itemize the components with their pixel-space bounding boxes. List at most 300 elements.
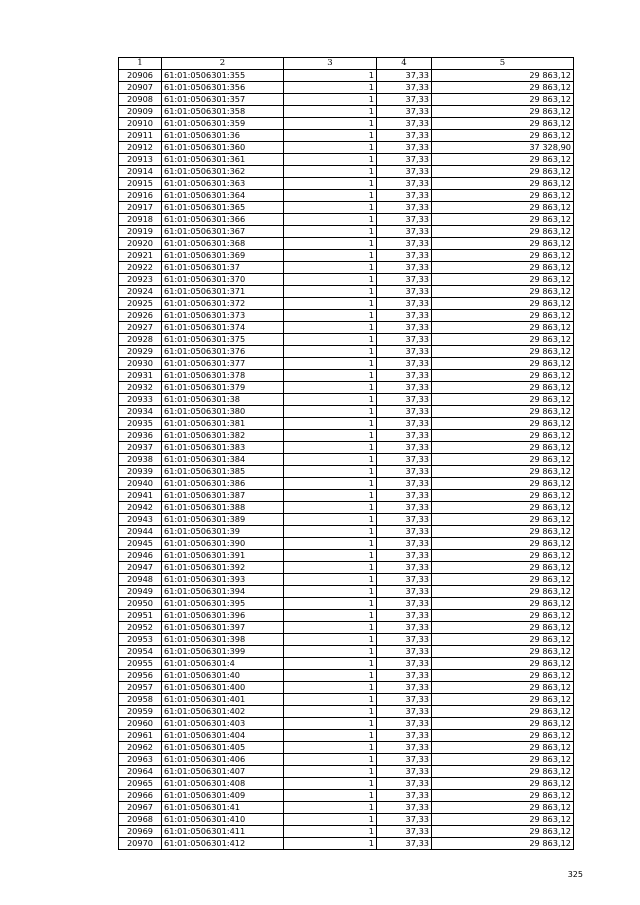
row-number-cell: 20955 bbox=[119, 658, 162, 670]
page-number: 325 bbox=[567, 870, 583, 879]
cadastral-number-cell: 61:01:0506301:373 bbox=[162, 310, 284, 322]
row-number-cell: 20916 bbox=[119, 190, 162, 202]
count-cell: 1 bbox=[284, 478, 377, 490]
row-number-cell: 20910 bbox=[119, 118, 162, 130]
rate-cell: 37,33 bbox=[377, 694, 432, 706]
rate-cell: 37,33 bbox=[377, 346, 432, 358]
table-row bbox=[119, 790, 574, 802]
cadastral-number-cell: 61:01:0506301:355 bbox=[162, 70, 284, 82]
table-row bbox=[119, 298, 574, 310]
row-number-cell: 20933 bbox=[119, 394, 162, 406]
table-row bbox=[119, 370, 574, 382]
value-cell: 29 863,12 bbox=[432, 802, 574, 814]
table-row bbox=[119, 394, 574, 406]
row-number-cell: 20949 bbox=[119, 586, 162, 598]
value-cell: 29 863,12 bbox=[432, 778, 574, 790]
cadastral-number-cell: 61:01:0506301:367 bbox=[162, 226, 284, 238]
row-number-cell: 20918 bbox=[119, 214, 162, 226]
rate-cell: 37,33 bbox=[377, 214, 432, 226]
row-number-cell: 20954 bbox=[119, 646, 162, 658]
value-cell: 29 863,12 bbox=[432, 682, 574, 694]
table-row bbox=[119, 346, 574, 358]
rate-cell: 37,33 bbox=[377, 94, 432, 106]
rate-cell: 37,33 bbox=[377, 514, 432, 526]
table-row bbox=[119, 178, 574, 190]
value-cell: 29 863,12 bbox=[432, 286, 574, 298]
count-cell: 1 bbox=[284, 766, 377, 778]
rate-cell: 37,33 bbox=[377, 766, 432, 778]
count-cell: 1 bbox=[284, 574, 377, 586]
rate-cell: 37,33 bbox=[377, 742, 432, 754]
row-number-cell: 20963 bbox=[119, 754, 162, 766]
rate-cell: 37,33 bbox=[377, 274, 432, 286]
rate-cell: 37,33 bbox=[377, 526, 432, 538]
table-row bbox=[119, 358, 574, 370]
rate-cell: 37,33 bbox=[377, 706, 432, 718]
count-cell: 1 bbox=[284, 406, 377, 418]
value-cell: 29 863,12 bbox=[432, 106, 574, 118]
column-header-3: 3 bbox=[284, 58, 377, 70]
count-cell: 1 bbox=[284, 166, 377, 178]
table-row bbox=[119, 802, 574, 814]
table-row bbox=[119, 562, 574, 574]
rate-cell: 37,33 bbox=[377, 358, 432, 370]
count-cell: 1 bbox=[284, 118, 377, 130]
rate-cell: 37,33 bbox=[377, 730, 432, 742]
value-cell: 29 863,12 bbox=[432, 658, 574, 670]
rate-cell: 37,33 bbox=[377, 142, 432, 154]
value-cell: 29 863,12 bbox=[432, 742, 574, 754]
table-row bbox=[119, 418, 574, 430]
cadastral-number-cell: 61:01:0506301:362 bbox=[162, 166, 284, 178]
value-cell: 29 863,12 bbox=[432, 250, 574, 262]
rate-cell: 37,33 bbox=[377, 646, 432, 658]
rate-cell: 37,33 bbox=[377, 130, 432, 142]
row-number-cell: 20911 bbox=[119, 130, 162, 142]
value-cell: 29 863,12 bbox=[432, 166, 574, 178]
count-cell: 1 bbox=[284, 802, 377, 814]
count-cell: 1 bbox=[284, 94, 377, 106]
value-cell: 29 863,12 bbox=[432, 670, 574, 682]
table-row bbox=[119, 202, 574, 214]
rate-cell: 37,33 bbox=[377, 442, 432, 454]
row-number-cell: 20948 bbox=[119, 574, 162, 586]
table-row bbox=[119, 142, 574, 154]
table-row bbox=[119, 694, 574, 706]
cadastral-number-cell: 61:01:0506301:396 bbox=[162, 610, 284, 622]
cadastral-number-cell: 61:01:0506301:405 bbox=[162, 742, 284, 754]
row-number-cell: 20942 bbox=[119, 502, 162, 514]
count-cell: 1 bbox=[284, 82, 377, 94]
count-cell: 1 bbox=[284, 838, 377, 850]
row-number-cell: 20962 bbox=[119, 742, 162, 754]
value-cell: 29 863,12 bbox=[432, 262, 574, 274]
cadastral-number-cell: 61:01:0506301:394 bbox=[162, 586, 284, 598]
value-cell: 29 863,12 bbox=[432, 94, 574, 106]
row-number-cell: 20950 bbox=[119, 598, 162, 610]
rate-cell: 37,33 bbox=[377, 838, 432, 850]
rate-cell: 37,33 bbox=[377, 226, 432, 238]
table-row bbox=[119, 766, 574, 778]
rate-cell: 37,33 bbox=[377, 754, 432, 766]
rate-cell: 37,33 bbox=[377, 310, 432, 322]
table-row bbox=[119, 322, 574, 334]
value-cell: 29 863,12 bbox=[432, 838, 574, 850]
table-row bbox=[119, 442, 574, 454]
row-number-cell: 20931 bbox=[119, 370, 162, 382]
value-cell: 29 863,12 bbox=[432, 346, 574, 358]
rate-cell: 37,33 bbox=[377, 826, 432, 838]
table-row bbox=[119, 730, 574, 742]
table-row bbox=[119, 274, 574, 286]
cadastral-number-cell: 61:01:0506301:357 bbox=[162, 94, 284, 106]
rate-cell: 37,33 bbox=[377, 106, 432, 118]
rate-cell: 37,33 bbox=[377, 202, 432, 214]
count-cell: 1 bbox=[284, 550, 377, 562]
value-cell: 29 863,12 bbox=[432, 502, 574, 514]
count-cell: 1 bbox=[284, 646, 377, 658]
column-header-1: 1 bbox=[119, 58, 162, 70]
cadastral-number-cell: 61:01:0506301:360 bbox=[162, 142, 284, 154]
row-number-cell: 20968 bbox=[119, 814, 162, 826]
cadastral-number-cell: 61:01:0506301:392 bbox=[162, 562, 284, 574]
rate-cell: 37,33 bbox=[377, 250, 432, 262]
cadastral-number-cell: 61:01:0506301:379 bbox=[162, 382, 284, 394]
rate-cell: 37,33 bbox=[377, 154, 432, 166]
row-number-cell: 20951 bbox=[119, 610, 162, 622]
table-row bbox=[119, 238, 574, 250]
row-number-cell: 20915 bbox=[119, 178, 162, 190]
table-row bbox=[119, 814, 574, 826]
row-number-cell: 20917 bbox=[119, 202, 162, 214]
cadastral-number-cell: 61:01:0506301:404 bbox=[162, 730, 284, 742]
value-cell: 29 863,12 bbox=[432, 514, 574, 526]
count-cell: 1 bbox=[284, 142, 377, 154]
table-row bbox=[119, 550, 574, 562]
count-cell: 1 bbox=[284, 598, 377, 610]
value-cell: 29 863,12 bbox=[432, 646, 574, 658]
value-cell: 29 863,12 bbox=[432, 310, 574, 322]
row-number-cell: 20953 bbox=[119, 634, 162, 646]
value-cell: 29 863,12 bbox=[432, 130, 574, 142]
cadastral-number-cell: 61:01:0506301:378 bbox=[162, 370, 284, 382]
row-number-cell: 20924 bbox=[119, 286, 162, 298]
value-cell: 29 863,12 bbox=[432, 118, 574, 130]
count-cell: 1 bbox=[284, 370, 377, 382]
value-cell: 29 863,12 bbox=[432, 478, 574, 490]
table-row bbox=[119, 154, 574, 166]
rate-cell: 37,33 bbox=[377, 718, 432, 730]
row-number-cell: 20929 bbox=[119, 346, 162, 358]
rate-cell: 37,33 bbox=[377, 550, 432, 562]
table-row bbox=[119, 250, 574, 262]
value-cell: 29 863,12 bbox=[432, 766, 574, 778]
row-number-cell: 20939 bbox=[119, 466, 162, 478]
table-row bbox=[119, 538, 574, 550]
count-cell: 1 bbox=[284, 670, 377, 682]
value-cell: 29 863,12 bbox=[432, 718, 574, 730]
value-cell: 29 863,12 bbox=[432, 70, 574, 82]
table-body bbox=[119, 70, 574, 850]
count-cell: 1 bbox=[284, 274, 377, 286]
count-cell: 1 bbox=[284, 418, 377, 430]
rate-cell: 37,33 bbox=[377, 334, 432, 346]
count-cell: 1 bbox=[284, 70, 377, 82]
count-cell: 1 bbox=[284, 514, 377, 526]
count-cell: 1 bbox=[284, 262, 377, 274]
row-number-cell: 20944 bbox=[119, 526, 162, 538]
table-row bbox=[119, 430, 574, 442]
row-number-cell: 20958 bbox=[119, 694, 162, 706]
cadastral-number-cell: 61:01:0506301:395 bbox=[162, 598, 284, 610]
table-row bbox=[119, 826, 574, 838]
count-cell: 1 bbox=[284, 394, 377, 406]
cadastral-number-cell: 61:01:0506301:40 bbox=[162, 670, 284, 682]
rate-cell: 37,33 bbox=[377, 454, 432, 466]
count-cell: 1 bbox=[284, 202, 377, 214]
cadastral-number-cell: 61:01:0506301:412 bbox=[162, 838, 284, 850]
value-cell: 29 863,12 bbox=[432, 574, 574, 586]
rate-cell: 37,33 bbox=[377, 610, 432, 622]
cadastral-number-cell: 61:01:0506301:386 bbox=[162, 478, 284, 490]
cadastral-number-cell: 61:01:0506301:397 bbox=[162, 622, 284, 634]
table-row bbox=[119, 778, 574, 790]
rate-cell: 37,33 bbox=[377, 166, 432, 178]
cadastral-number-cell: 61:01:0506301:36 bbox=[162, 130, 284, 142]
table-row bbox=[119, 286, 574, 298]
rate-cell: 37,33 bbox=[377, 490, 432, 502]
count-cell: 1 bbox=[284, 622, 377, 634]
cadastral-number-cell: 61:01:0506301:387 bbox=[162, 490, 284, 502]
value-cell: 29 863,12 bbox=[432, 490, 574, 502]
cadastral-number-cell: 61:01:0506301:409 bbox=[162, 790, 284, 802]
cadastral-number-cell: 61:01:0506301:39 bbox=[162, 526, 284, 538]
table-row bbox=[119, 514, 574, 526]
count-cell: 1 bbox=[284, 730, 377, 742]
cadastral-number-cell: 61:01:0506301:376 bbox=[162, 346, 284, 358]
row-number-cell: 20926 bbox=[119, 310, 162, 322]
table-row bbox=[119, 646, 574, 658]
cadastral-number-cell: 61:01:0506301:366 bbox=[162, 214, 284, 226]
count-cell: 1 bbox=[284, 634, 377, 646]
row-number-cell: 20938 bbox=[119, 454, 162, 466]
row-number-cell: 20930 bbox=[119, 358, 162, 370]
row-number-cell: 20969 bbox=[119, 826, 162, 838]
table-row bbox=[119, 586, 574, 598]
value-cell: 29 863,12 bbox=[432, 622, 574, 634]
value-cell: 29 863,12 bbox=[432, 202, 574, 214]
cadastral-number-cell: 61:01:0506301:364 bbox=[162, 190, 284, 202]
rate-cell: 37,33 bbox=[377, 634, 432, 646]
cadastral-number-cell: 61:01:0506301:399 bbox=[162, 646, 284, 658]
cadastral-number-cell: 61:01:0506301:407 bbox=[162, 766, 284, 778]
row-number-cell: 20919 bbox=[119, 226, 162, 238]
cadastral-number-cell: 61:01:0506301:384 bbox=[162, 454, 284, 466]
row-number-cell: 20934 bbox=[119, 406, 162, 418]
count-cell: 1 bbox=[284, 298, 377, 310]
table-row bbox=[119, 574, 574, 586]
table-row bbox=[119, 838, 574, 850]
cadastral-number-cell: 61:01:0506301:393 bbox=[162, 574, 284, 586]
count-cell: 1 bbox=[284, 310, 377, 322]
value-cell: 29 863,12 bbox=[432, 394, 574, 406]
count-cell: 1 bbox=[284, 190, 377, 202]
rate-cell: 37,33 bbox=[377, 382, 432, 394]
row-number-cell: 20928 bbox=[119, 334, 162, 346]
row-number-cell: 20970 bbox=[119, 838, 162, 850]
value-cell: 29 863,12 bbox=[432, 706, 574, 718]
row-number-cell: 20961 bbox=[119, 730, 162, 742]
value-cell: 29 863,12 bbox=[432, 562, 574, 574]
table-row bbox=[119, 334, 574, 346]
table-row bbox=[119, 406, 574, 418]
rate-cell: 37,33 bbox=[377, 574, 432, 586]
count-cell: 1 bbox=[284, 778, 377, 790]
row-number-cell: 20921 bbox=[119, 250, 162, 262]
row-number-cell: 20912 bbox=[119, 142, 162, 154]
count-cell: 1 bbox=[284, 706, 377, 718]
count-cell: 1 bbox=[284, 562, 377, 574]
value-cell: 29 863,12 bbox=[432, 538, 574, 550]
value-cell: 29 863,12 bbox=[432, 214, 574, 226]
value-cell: 29 863,12 bbox=[432, 238, 574, 250]
count-cell: 1 bbox=[284, 358, 377, 370]
table-row bbox=[119, 454, 574, 466]
rate-cell: 37,33 bbox=[377, 118, 432, 130]
table-row bbox=[119, 490, 574, 502]
rate-cell: 37,33 bbox=[377, 790, 432, 802]
value-cell: 29 863,12 bbox=[432, 418, 574, 430]
cadastral-number-cell: 61:01:0506301:411 bbox=[162, 826, 284, 838]
cadastral-number-cell: 61:01:0506301:374 bbox=[162, 322, 284, 334]
row-number-cell: 20946 bbox=[119, 550, 162, 562]
count-cell: 1 bbox=[284, 106, 377, 118]
table-row bbox=[119, 598, 574, 610]
row-number-cell: 20922 bbox=[119, 262, 162, 274]
count-cell: 1 bbox=[284, 454, 377, 466]
value-cell: 29 863,12 bbox=[432, 526, 574, 538]
row-number-cell: 20913 bbox=[119, 154, 162, 166]
count-cell: 1 bbox=[284, 754, 377, 766]
table-row bbox=[119, 706, 574, 718]
row-number-cell: 20966 bbox=[119, 790, 162, 802]
rate-cell: 37,33 bbox=[377, 562, 432, 574]
row-number-cell: 20959 bbox=[119, 706, 162, 718]
value-cell: 29 863,12 bbox=[432, 382, 574, 394]
table-row bbox=[119, 718, 574, 730]
row-number-cell: 20941 bbox=[119, 490, 162, 502]
rate-cell: 37,33 bbox=[377, 478, 432, 490]
table-row bbox=[119, 610, 574, 622]
cadastral-number-cell: 61:01:0506301:368 bbox=[162, 238, 284, 250]
rate-cell: 37,33 bbox=[377, 394, 432, 406]
cadastral-number-cell: 61:01:0506301:408 bbox=[162, 778, 284, 790]
cadastral-table bbox=[118, 57, 574, 850]
row-number-cell: 20943 bbox=[119, 514, 162, 526]
row-number-cell: 20909 bbox=[119, 106, 162, 118]
table-row bbox=[119, 658, 574, 670]
value-cell: 29 863,12 bbox=[432, 274, 574, 286]
value-cell: 29 863,12 bbox=[432, 334, 574, 346]
row-number-cell: 20937 bbox=[119, 442, 162, 454]
row-number-cell: 20935 bbox=[119, 418, 162, 430]
count-cell: 1 bbox=[284, 442, 377, 454]
table-row bbox=[119, 262, 574, 274]
cadastral-number-cell: 61:01:0506301:382 bbox=[162, 430, 284, 442]
value-cell: 29 863,12 bbox=[432, 694, 574, 706]
row-number-cell: 20907 bbox=[119, 82, 162, 94]
value-cell: 29 863,12 bbox=[432, 178, 574, 190]
cadastral-number-cell: 61:01:0506301:359 bbox=[162, 118, 284, 130]
rate-cell: 37,33 bbox=[377, 538, 432, 550]
count-cell: 1 bbox=[284, 466, 377, 478]
rate-cell: 37,33 bbox=[377, 622, 432, 634]
count-cell: 1 bbox=[284, 538, 377, 550]
rate-cell: 37,33 bbox=[377, 370, 432, 382]
count-cell: 1 bbox=[284, 382, 377, 394]
table-row bbox=[119, 622, 574, 634]
rate-cell: 37,33 bbox=[377, 466, 432, 478]
rate-cell: 37,33 bbox=[377, 430, 432, 442]
value-cell: 29 863,12 bbox=[432, 814, 574, 826]
value-cell: 29 863,12 bbox=[432, 598, 574, 610]
count-cell: 1 bbox=[284, 694, 377, 706]
rate-cell: 37,33 bbox=[377, 322, 432, 334]
count-cell: 1 bbox=[284, 490, 377, 502]
cadastral-number-cell: 61:01:0506301:385 bbox=[162, 466, 284, 478]
table-row bbox=[119, 310, 574, 322]
cadastral-number-cell: 61:01:0506301:365 bbox=[162, 202, 284, 214]
value-cell: 29 863,12 bbox=[432, 442, 574, 454]
value-cell: 29 863,12 bbox=[432, 358, 574, 370]
rate-cell: 37,33 bbox=[377, 82, 432, 94]
cadastral-number-cell: 61:01:0506301:388 bbox=[162, 502, 284, 514]
cadastral-number-cell: 61:01:0506301:410 bbox=[162, 814, 284, 826]
row-number-cell: 20920 bbox=[119, 238, 162, 250]
rate-cell: 37,33 bbox=[377, 178, 432, 190]
value-cell: 29 863,12 bbox=[432, 406, 574, 418]
value-cell: 29 863,12 bbox=[432, 454, 574, 466]
row-number-cell: 20964 bbox=[119, 766, 162, 778]
table-row bbox=[119, 670, 574, 682]
cadastral-number-cell: 61:01:0506301:403 bbox=[162, 718, 284, 730]
cadastral-number-cell: 61:01:0506301:371 bbox=[162, 286, 284, 298]
rate-cell: 37,33 bbox=[377, 262, 432, 274]
count-cell: 1 bbox=[284, 586, 377, 598]
rate-cell: 37,33 bbox=[377, 238, 432, 250]
table-row bbox=[119, 466, 574, 478]
table-row bbox=[119, 682, 574, 694]
table-row bbox=[119, 754, 574, 766]
cadastral-number-cell: 61:01:0506301:402 bbox=[162, 706, 284, 718]
count-cell: 1 bbox=[284, 790, 377, 802]
value-cell: 29 863,12 bbox=[432, 430, 574, 442]
cadastral-number-cell: 61:01:0506301:380 bbox=[162, 406, 284, 418]
column-header-2: 2 bbox=[162, 58, 284, 70]
table-row bbox=[119, 166, 574, 178]
cadastral-number-cell: 61:01:0506301:400 bbox=[162, 682, 284, 694]
column-header-5: 5 bbox=[432, 58, 574, 70]
row-number-cell: 20908 bbox=[119, 94, 162, 106]
rate-cell: 37,33 bbox=[377, 814, 432, 826]
table-header-row bbox=[119, 58, 574, 70]
row-number-cell: 20957 bbox=[119, 682, 162, 694]
row-number-cell: 20914 bbox=[119, 166, 162, 178]
cadastral-number-cell: 61:01:0506301:398 bbox=[162, 634, 284, 646]
table-row bbox=[119, 70, 574, 82]
row-number-cell: 20967 bbox=[119, 802, 162, 814]
count-cell: 1 bbox=[284, 682, 377, 694]
